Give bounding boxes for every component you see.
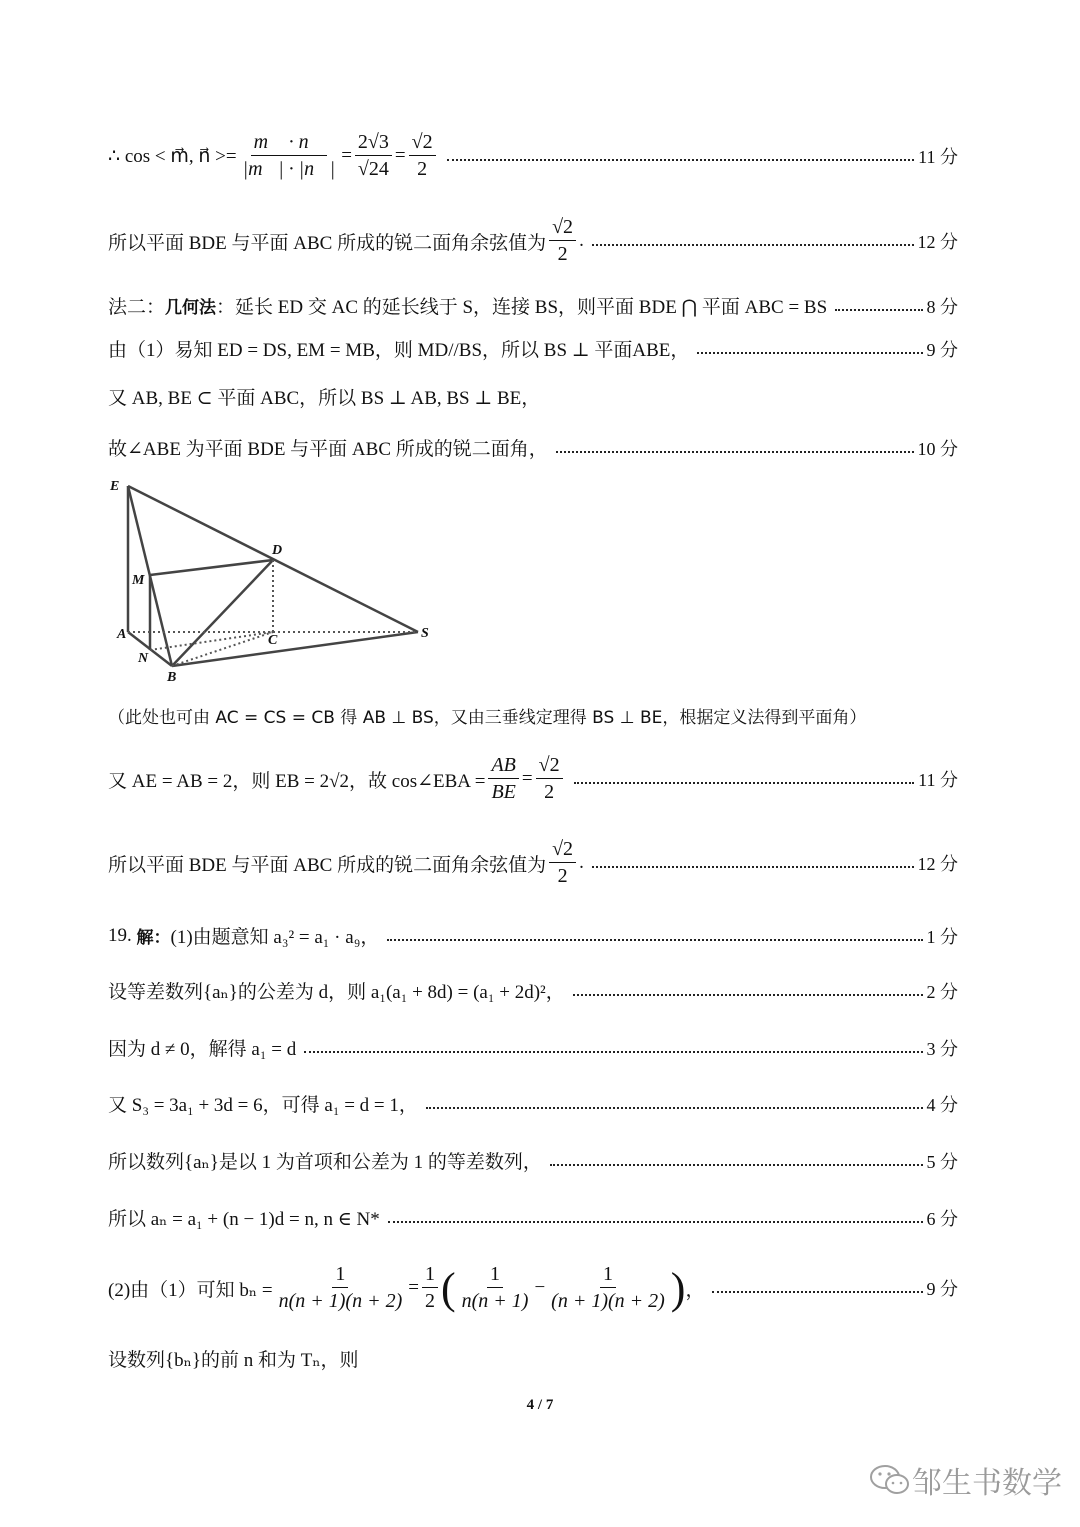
denominator: √24 (357, 158, 389, 180)
fraction (549, 837, 576, 889)
text: 由（1）易知 ED = DS, EM = MB，则 MD//BS，所以 BS ⊥ 平面ABE， (108, 340, 690, 361)
page-number: 4 / 7 (526, 1397, 554, 1413)
text: 故∠ABE 为平面 BDE 与平面 ABC 所成的锐二面角， (108, 439, 548, 460)
dot-leader (835, 309, 922, 311)
score: 6 分 (926, 1208, 958, 1229)
text: 所以平面 BDE 与平面 ABC 所成的锐二面角余弦值为 (108, 854, 547, 876)
minus: − (534, 1277, 546, 1298)
dot-leader (550, 1164, 923, 1166)
text: 设数列{bₙ}的前 n 和为 Tₙ，则 (108, 1350, 359, 1371)
text: 法二： (108, 297, 166, 318)
text: 设等差数列{aₙ}的公差为 d，则 a₁(a₁ + 8d) = (a₁ + 2d)²， (108, 982, 565, 1003)
method-heading: 几何法 (165, 298, 217, 318)
text: 所以数列{aₙ}是以 1 为首项和公差为 1 的等差数列， (108, 1152, 542, 1173)
fraction (355, 130, 392, 182)
remark-note: （此处也可由 AC = CS = CB 得 AB ⊥ BS，又由三垂线定理得 BS ⊥ BE，根据定义法得到平面角） (108, 708, 867, 728)
line-cos-eba (108, 753, 958, 805)
edge-DB (172, 560, 273, 666)
dot-leader (592, 244, 914, 246)
line-step-9 (108, 335, 958, 362)
equals: = (394, 145, 406, 166)
dot-leader (697, 352, 922, 354)
equals: = (408, 1277, 419, 1298)
paren-close: ) (670, 1263, 686, 1313)
text: (1)由题意知 a₃² = a₁ · a₉， (170, 927, 380, 948)
line-q19-1 (108, 922, 958, 949)
fraction (536, 753, 563, 805)
label-S: S (421, 626, 429, 641)
text: ， (685, 1279, 705, 1301)
line-q19-4 (108, 1090, 958, 1117)
score: 3 分 (926, 1038, 958, 1059)
denominator: 2 (424, 1290, 435, 1312)
label-C: C (268, 633, 278, 648)
numerator: 1 (600, 1262, 616, 1288)
denominator: BE (491, 781, 516, 803)
text: ∴ cos < m⃗, n⃗ >= (108, 145, 237, 167)
solution-label: 解： (136, 928, 171, 948)
text: 又 S₃ = 3a₁ + 3d = 6，可得 a₁ = d = 1， (108, 1095, 418, 1116)
fraction (409, 130, 436, 182)
fraction (276, 1262, 406, 1314)
edge-MD (150, 560, 273, 575)
watermark-text: 邹生书数学 (912, 1466, 1062, 1501)
numerator: 1 (422, 1262, 438, 1288)
dot-leader (447, 159, 915, 161)
numerator: 1 (332, 1262, 348, 1288)
fraction (548, 1262, 668, 1314)
line-step-10 (108, 434, 958, 461)
denominator: |m⃗| · |n⃗| (242, 158, 336, 180)
score: 8 分 (926, 296, 958, 317)
denominator: 2 (544, 781, 555, 803)
dot-leader (556, 451, 914, 453)
dot-leader (574, 782, 915, 784)
label-D: D (272, 543, 283, 558)
score: 4 分 (926, 1094, 958, 1115)
text: . (579, 230, 584, 251)
score: 9 分 (926, 1279, 958, 1299)
denominator: n(n + 1) (461, 1290, 529, 1312)
question-number: 19. (108, 924, 132, 946)
numerator: √2 (549, 215, 576, 241)
label-E: E (110, 479, 120, 494)
denominator: 2 (557, 243, 568, 265)
text: 又 AB, BE ⊂ 平面 ABC，所以 BS ⊥ AB, BS ⊥ BE， (108, 388, 541, 409)
label-A: A (117, 627, 127, 642)
dot-leader (304, 1051, 922, 1053)
denominator: 2 (557, 865, 568, 887)
score: 11 分 (918, 770, 958, 790)
score: 11 分 (918, 147, 958, 167)
paren-open: ( (440, 1263, 456, 1313)
line-q19-tn (108, 1345, 958, 1372)
edge-BS (172, 632, 418, 666)
equals: = (521, 768, 533, 789)
numerator: √2 (549, 837, 576, 863)
numerator: √2 (409, 130, 436, 156)
numerator: 1 (487, 1262, 503, 1288)
text: 又 AE = AB = 2，则 EB = 2√2，故 cos∠EBA = (108, 770, 486, 792)
equals: = (341, 145, 352, 166)
score: 2 分 (926, 981, 958, 1002)
label-B: B (167, 670, 177, 685)
line-perp (108, 383, 958, 410)
dot-leader (387, 939, 922, 941)
numerator: m⃗ · n⃗ (251, 130, 328, 156)
line-cos-mn (108, 130, 958, 182)
label-M: M (132, 573, 145, 588)
text: 所以 aₙ = a₁ + (n − 1)d = n, n ∈ N* (108, 1209, 380, 1230)
line-method-two (108, 292, 958, 319)
dot-leader (388, 1221, 923, 1223)
denominator: n(n + 1)(n + 2) (278, 1290, 403, 1312)
line-q19-2 (108, 977, 958, 1004)
text: 所以平面 BDE 与平面 ABC 所成的锐二面角余弦值为 (108, 232, 547, 254)
dot-leader (712, 1291, 922, 1293)
line-q19-bn (108, 1262, 958, 1314)
text: (2)由（1）可知 bₙ = (108, 1279, 273, 1301)
text: ：延长 ED 交 AC 的延长线于 S，连接 BS，则平面 BDE ⋂ 平面 ABC = BS (216, 297, 828, 318)
numerator: 2√3 (355, 130, 392, 156)
label-N: N (138, 651, 149, 666)
score: 10 分 (917, 438, 958, 459)
dot-leader (573, 994, 923, 996)
fraction (422, 1262, 438, 1314)
fraction (549, 215, 576, 267)
line-q19-3 (108, 1034, 958, 1061)
score: 12 分 (917, 232, 958, 252)
wechat-icon (868, 1462, 912, 1498)
fraction (488, 753, 518, 805)
numerator: √2 (536, 753, 563, 779)
denominator: (n + 1)(n + 2) (551, 1290, 665, 1312)
geometry-figure (100, 470, 440, 685)
numerator: AB (488, 753, 518, 779)
fraction (240, 130, 339, 182)
line-q19-5 (108, 1147, 958, 1174)
line-conclusion-2 (108, 837, 958, 889)
watermark (868, 1458, 1062, 1502)
fraction (459, 1262, 532, 1314)
score: 5 分 (926, 1151, 958, 1172)
dot-leader (592, 866, 914, 868)
line-conclusion-1 (108, 215, 958, 267)
score: 9 分 (926, 339, 958, 360)
denominator: 2 (417, 158, 428, 180)
score: 1 分 (926, 926, 958, 947)
text: 因为 d ≠ 0，解得 a₁ = d (108, 1039, 297, 1060)
score: 12 分 (917, 854, 958, 874)
text: . (579, 852, 584, 873)
dot-leader (426, 1107, 923, 1109)
line-q19-6 (108, 1204, 958, 1231)
